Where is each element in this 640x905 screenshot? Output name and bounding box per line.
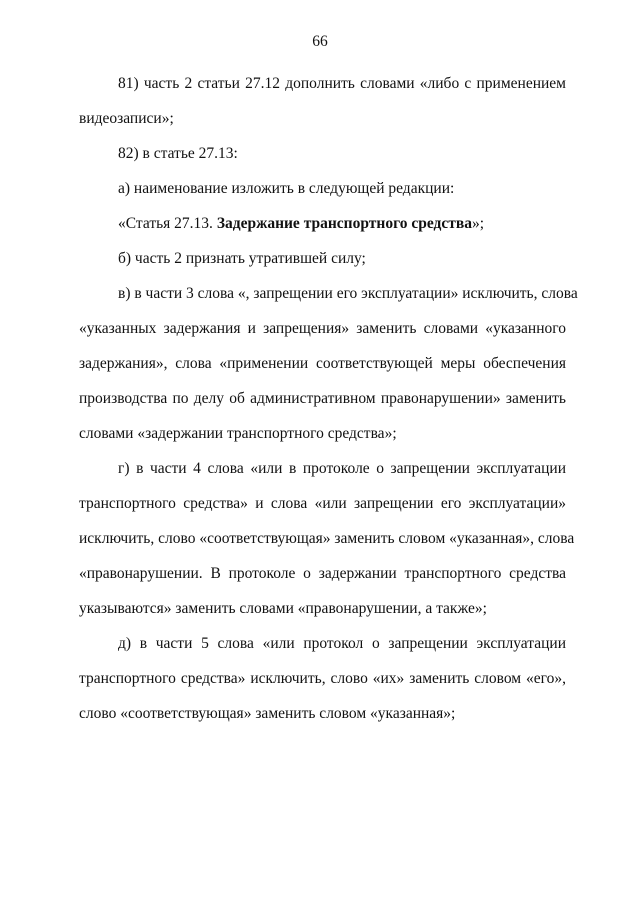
paragraph-g [79, 451, 575, 626]
paragraph-article-title [79, 206, 566, 241]
paragraph-82 [79, 136, 566, 171]
text-line: производства по делу об административном правонарушении» заменить [79, 390, 566, 407]
page-number: 66 [312, 33, 328, 50]
text-line: в) в части 3 слова «, запрещении его эксплуатации» исключить, слова [118, 285, 578, 302]
text-line: д) в части 5 слова «или протокол о запрещении эксплуатации [118, 635, 566, 652]
text-line: г) в части 4 слова «или в протоколе о запрещении эксплуатации [118, 460, 566, 477]
text-line: видеозаписи»; [79, 110, 174, 127]
text-line: «указанных задержания и запрещения» заменить словами «указанного [79, 320, 566, 337]
paragraph-b [79, 241, 566, 276]
text-line: задержания», слова «применении соответствующей меры обеспечения [79, 355, 566, 372]
text-line: 82) в статье 27.13: [118, 145, 238, 162]
text-line: указываются» заменить словами «правонарушении, а также»; [79, 600, 487, 617]
article-title-bold: Задержание транспортного средства [216, 215, 472, 232]
paragraph-v [79, 276, 578, 451]
text-line: транспортного средства» исключить, слово «их» заменить словом «его», [79, 670, 566, 687]
paragraph-81 [79, 66, 566, 136]
text-line: слово «соответствующая» заменить словом «указанная»; [79, 705, 456, 722]
paragraph-a [79, 171, 566, 206]
text-line: исключить, слово «соответствующая» заменить словом «указанная», слова [79, 530, 575, 547]
article-prefix: «Статья 27.13. [118, 215, 217, 232]
text-line [79, 206, 566, 241]
paragraph-d [79, 626, 566, 731]
text-line: «правонарушении. В протоколе о задержании транспортного средства [79, 565, 566, 582]
text-line: словами «задержании транспортного средства»; [79, 425, 397, 442]
article-suffix: »; [471, 215, 485, 232]
document-body [79, 66, 578, 731]
text-line: транспортного средства» и слова «или запрещении его эксплуатации» [79, 495, 566, 512]
text-line: б) часть 2 признать утратившей силу; [118, 250, 366, 267]
text-line: 81) часть 2 статьи 27.12 дополнить словами «либо с применением [118, 75, 566, 92]
text-line: а) наименование изложить в следующей редакции: [118, 180, 455, 197]
